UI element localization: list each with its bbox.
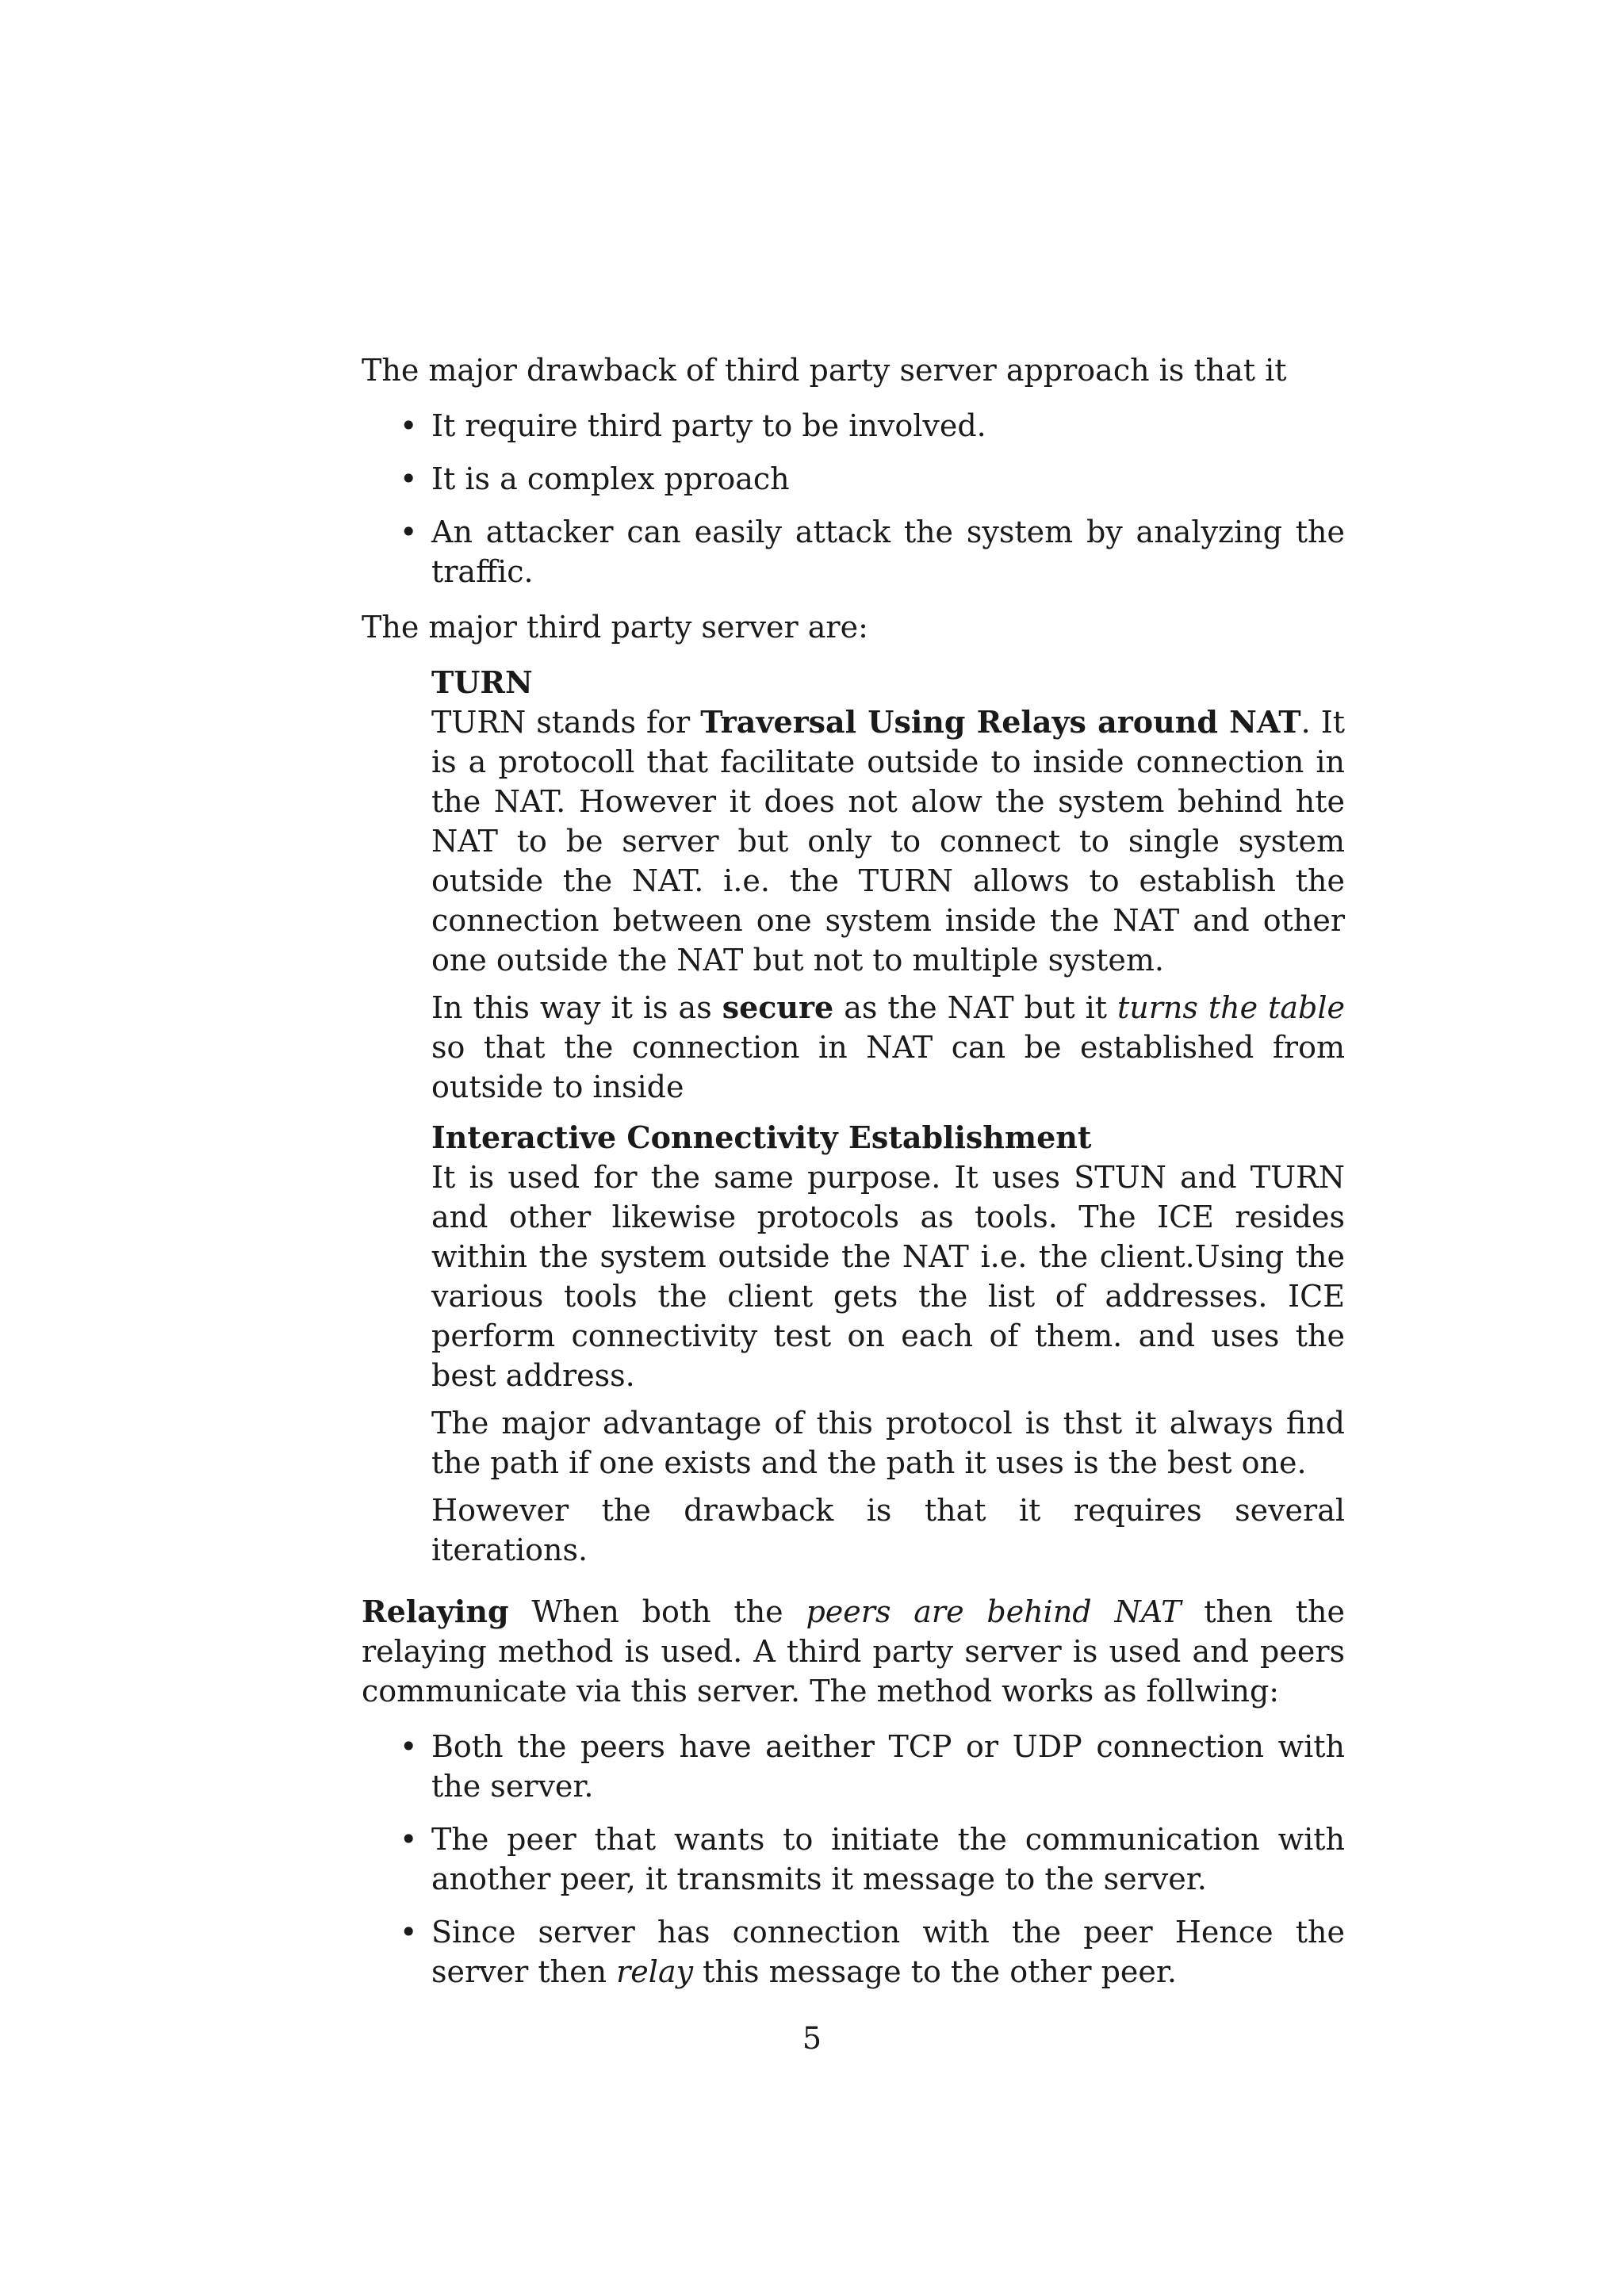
list-item: • Since server has connection with the peer Hence the server then relay this message to the other peer.	[362, 1912, 1345, 1992]
list-item: • The peer that wants to initiate the communication with another peer, it transmits it message to the server.	[362, 1820, 1345, 1899]
page-number: 5	[802, 2021, 822, 2056]
body-text	[362, 350, 1345, 2007]
list-item: • It require third party to be involved.	[362, 406, 1345, 446]
bullet-icon: •	[400, 515, 418, 549]
ice-paragraph-3: However the drawback is that it requires several iterations.	[431, 1493, 1345, 1567]
ice-heading: Interactive Connectivity Establishment	[431, 1119, 1092, 1155]
servers-intro-paragraph: The major third party server are:	[362, 610, 868, 645]
relaying-steps-list	[362, 1727, 1345, 1992]
list-item: • Both the peers have aeither TCP or UDP connection with the server.	[362, 1727, 1345, 1806]
relaying-paragraph: Relaying When both the peers are behind NAT then the relaying method is used. A third party server is used and peers communicate via this server. The method works as follwing:	[362, 1594, 1345, 1709]
bullet-icon: •	[400, 1822, 418, 1857]
bullet-icon: •	[400, 461, 418, 496]
bullet-icon: •	[400, 408, 418, 443]
list-item: • It is a complex pproach	[362, 459, 1345, 499]
bullet-icon: •	[400, 1729, 418, 1764]
turn-paragraph-1: TURN stands for Traversal Using Relays around NAT. It is a protocoll that facilitate outside to inside connection in the NAT. However it does not alow the system behind hte NAT to be server but only to connect to single system outside the NAT. i.e. the TURN allows to establish the connection between one system inside the NAT and other one outside the NAT but not to multiple system.	[431, 704, 1345, 978]
ice-section	[431, 1118, 1345, 1570]
turn-heading: TURN	[431, 664, 533, 700]
turn-section	[431, 663, 1345, 1107]
intro-paragraph: The major drawback of third party server approach is that it	[362, 353, 1287, 388]
ice-paragraph-2: The major advantage of this protocol is thst it always find the path if one exists and the path it uses is the best one.	[431, 1406, 1345, 1480]
turn-paragraph-2: In this way it is as secure as the NAT but it turns the table so that the connection in NAT can be established from outside to inside	[431, 989, 1345, 1104]
drawbacks-list	[362, 406, 1345, 591]
bullet-icon: •	[400, 1915, 418, 1950]
list-item: • An attacker can easily attack the system by analyzing the traffic.	[362, 512, 1345, 591]
ice-paragraph-1: It is used for the same purpose. It uses STUN and TURN and other likewise protocols as tools. The ICE resides within the system outside the NAT i.e. the client.Using the various tools the client gets the list of addresses. ICE perform connectivity test on each of them. and uses the best address.	[431, 1160, 1345, 1393]
